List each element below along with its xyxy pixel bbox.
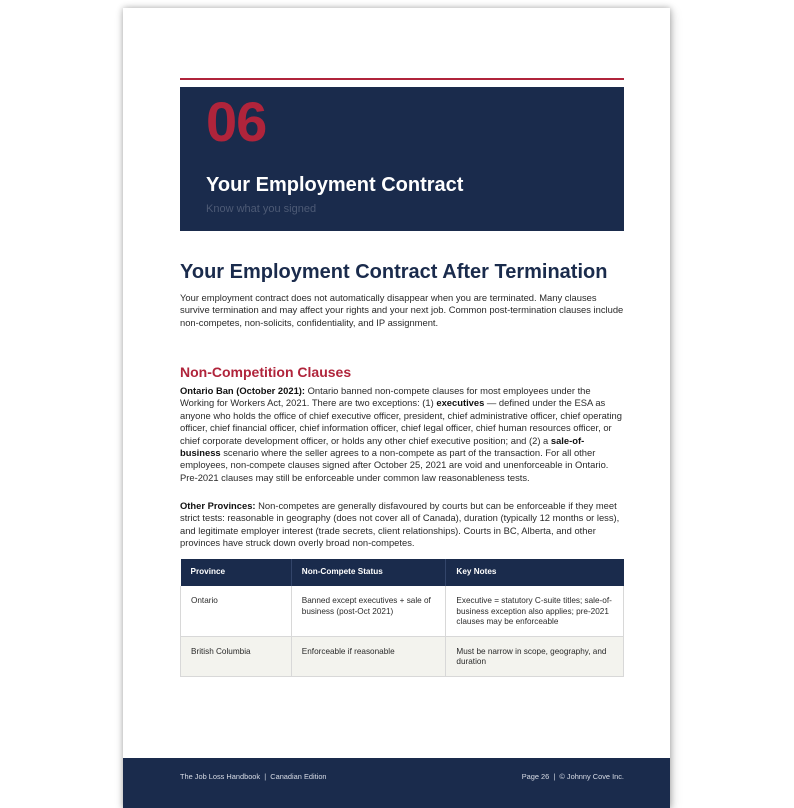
table-cell: British Columbia <box>181 636 292 676</box>
footer-book-title: The Job Loss Handbook | Canadian Edition <box>180 772 327 781</box>
column-header: Province <box>181 559 292 586</box>
noncompete-heading: Non-Competition Clauses <box>180 364 352 380</box>
other-provinces-label: Other Provinces: <box>180 500 256 511</box>
table-header-row <box>181 559 624 586</box>
column-header: Non-Compete Status <box>291 559 446 586</box>
table-row <box>181 636 624 676</box>
ontario-text-3: scenario where the seller agrees to a non-compete as part of the transaction. For all other employees, non-compete clauses signed after October 25, 2021 are void and unenforceable in Ontario. Pre-2021 clauses may still be enforceable under common law reasonableness tests. <box>180 447 609 483</box>
table-cell: Executive = statutory C-suite titles; sale-of-business exception also applies; pre-2021 clauses may be enforceable <box>446 586 624 636</box>
province-table <box>180 559 624 677</box>
ontario-label: Ontario Ban (October 2021): <box>180 385 306 396</box>
executives-term: executives <box>436 397 485 409</box>
ontario-text-2: — defined under the ESA as anyone who holds the office of chief executive officer, president, chief administrative officer, chief operating officer, chief financial officer, chief information officer, chief legal officer, chief human resources officer, or chief corporate development officer, or holds any other chief executive position; and (2) a <box>180 397 622 446</box>
section-heading: Your Employment Contract After Termination <box>180 261 608 283</box>
table-cell: Enforceable if reasonable <box>291 636 446 676</box>
chapter-title: Your Employment Contract <box>206 174 464 196</box>
ontario-paragraph <box>180 385 624 484</box>
column-header: Key Notes <box>446 559 624 586</box>
table-row <box>181 586 624 636</box>
chapter-number: 06 <box>206 90 267 153</box>
page-footer <box>123 758 670 808</box>
other-provinces-text: Non-competes are generally disfavoured by courts but can be enforceable if they meet strict tests: reasonable in geography (does not cover all of Canada), duration (typically 12 months or less), and legitimate employer interest (trade secrets, client relationships). Courts in BC, Alberta, and other provinces have struck down overly broad non-competes. <box>180 500 620 549</box>
document-page <box>123 8 670 808</box>
chapter-subtitle: Know what you signed <box>206 203 317 215</box>
sale-of-business-term: sale-of-business <box>180 434 585 459</box>
table-cell: Banned except executives + sale of business (post-Oct 2021) <box>291 586 446 636</box>
table-cell: Must be narrow in scope, geography, and duration <box>446 636 624 676</box>
chapter-banner <box>180 87 624 231</box>
footer-page-number: Page 26 | © Johnny Cove Inc. <box>521 772 624 781</box>
other-provinces-paragraph <box>180 500 624 550</box>
section-intro: Your employment contract does not automatically disappear when you are terminated. Many clauses survive termination and may affect your rights and your next job. Common post-termination clauses include non-competes, non-solicits, confidentiality, and IP assignment. <box>180 292 624 328</box>
chapter-rule <box>180 78 624 80</box>
ontario-text-1: Ontario banned non-compete clauses for most employees under the Working for Workers Act, 2021. There are two exceptions: (1) <box>180 385 591 409</box>
table-cell: Ontario <box>181 586 292 636</box>
